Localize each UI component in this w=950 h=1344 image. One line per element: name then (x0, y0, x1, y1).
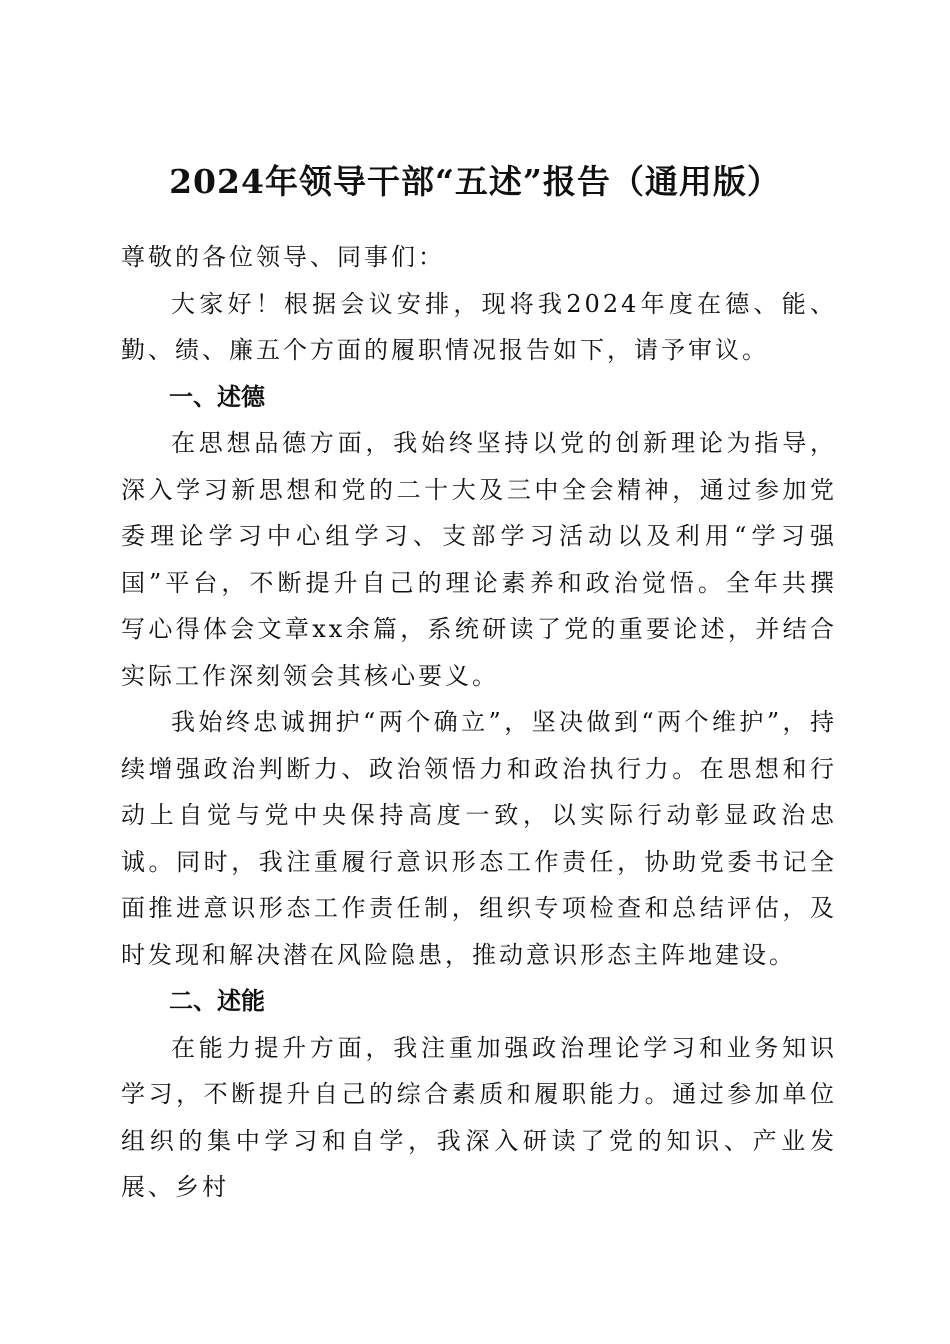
section-heading-ability: 二、述能 (169, 987, 265, 1015)
ability-paragraph-1: 在能力提升方面，我注重加强政治理论学习和业务知识学习，不断提升自己的综合素质和履职能力。通过参加单位组织的集中学习和自学，我深入研读了党的知识、产业发展、乡村 (121, 1033, 837, 1201)
section-heading-morality: 一、述德 (169, 382, 265, 411)
document-body (121, 234, 837, 1211)
intro-paragraph: 大家好！根据会议安排，现将我2024年度在德、能、勤、绩、廉五个方面的履职情况报告如下，请予审议。 (121, 289, 837, 364)
document-title: 2024年领导干部“五述”报告（通用版） (169, 162, 781, 202)
morality-paragraph-1: 在思想品德方面，我始终坚持以党的创新理论为指导，深入学习新思想和党的二十大及三中全会精神，通过参加党委理论学习中心组学习、支部学习活动以及利用“学习强国”平台，不断提升自己的理论素养和政治觉悟。全年共撰写心得体会文章xx余篇，系统研读了党的重要论述，并结合实际工作深刻领会其核心要义。 (121, 429, 837, 690)
morality-paragraph-2: 我始终忠诚拥护“两个确立”，坚决做到“两个维护”，持续增强政治判断力、政治领悟力和政治执行力。在思想和行动上自觉与党中央保持高度一致，以实际行动彰显政治忠诚。同时，我注重履行意识形态工作责任，协助党委书记全面推进意识形态工作责任制，组织专项检查和总结评估，及时发现和解决潜在风险隐患，推动意识形态主阵地建设。 (121, 708, 837, 969)
salutation: 尊敬的各位领导、同事们： (121, 243, 445, 271)
